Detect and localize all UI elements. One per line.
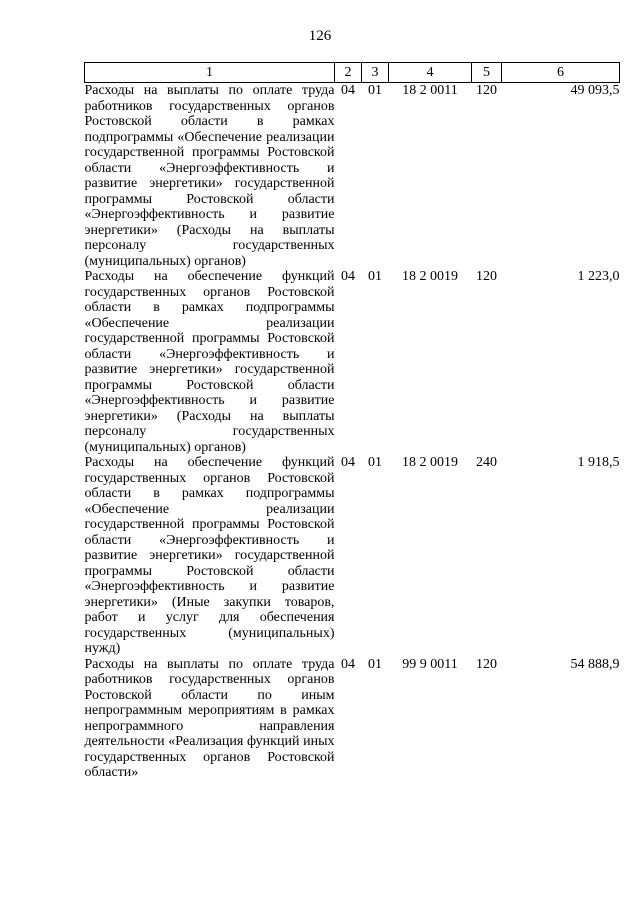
budget-table [84, 62, 620, 781]
row-target-code: 18 2 0019 [402, 269, 458, 284]
row-section-code: 04 [341, 269, 355, 284]
row-subsection-code: 01 [368, 269, 382, 284]
table-row [85, 269, 620, 455]
row-section-code: 04 [341, 83, 355, 98]
row-target-code: 18 2 0011 [402, 83, 458, 98]
table-row [85, 455, 620, 657]
row-amount: 49 093,5 [570, 83, 620, 98]
row-target-code: 18 2 0019 [402, 455, 458, 470]
row-target-code: 99 9 0011 [402, 656, 458, 672]
row-subsection-code: 01 [368, 83, 382, 98]
header-col-2: 2 [335, 63, 362, 83]
row-expense-type: 120 [476, 269, 497, 284]
row-section-code: 04 [341, 656, 355, 672]
header-col-6: 6 [502, 63, 620, 83]
row-amount: 1 223,0 [577, 269, 620, 284]
row-expense-type: 240 [476, 455, 497, 470]
row-description: Расходы на обеспечение функций государственных органов Ростовской области в рамках подпрограммы «Обеспечение реализации государственной программы Ростовской области «Энергоэффективность и развитие энергетики» государственной программы Ростовской области «Энергоэффективность и развитие энергетики» (Иные закупки товаров, работ и услуг для обеспечения государственных (муниципальных) нужд) [84, 455, 335, 656]
row-description: Расходы на выплаты по оплате труда работников государственных органов Ростовской области в рамках подпрограммы «Обеспечение реализации государственной программы Ростовской области «Энергоэффективность и развитие энергетики» государственной программы Ростовской области «Энергоэффективность и развитие энергетики» (Расходы на выплаты персоналу государственных (муниципальных) органов) [84, 83, 335, 269]
row-expense-type: 120 [476, 656, 497, 672]
header-col-5: 5 [472, 63, 502, 83]
header-row [85, 63, 620, 83]
row-amount: 1 918,5 [577, 455, 620, 470]
row-amount: 54 888,9 [570, 656, 620, 672]
row-section-code: 04 [341, 455, 355, 470]
header-col-4: 4 [389, 63, 472, 83]
row-description: Расходы на выплаты по оплате труда работников государственных органов Ростовской области по иным непрограммным мероприятиям в рамках непрограммного направления деятельности «Реализация функций иных государственных органов Ростовской области» [84, 656, 335, 780]
table-row [85, 83, 620, 270]
table-row [85, 657, 620, 781]
row-subsection-code: 01 [368, 656, 382, 672]
header-col-3: 3 [362, 63, 389, 83]
page-number: 126 [308, 28, 332, 44]
row-subsection-code: 01 [368, 455, 382, 470]
row-expense-type: 120 [476, 83, 497, 98]
header-col-1: 1 [85, 63, 335, 83]
row-description: Расходы на обеспечение функций государственных органов Ростовской области в рамках подпрограммы «Обеспечение реализации государственной программы Ростовской области «Энергоэффективность и развитие энергетики» государственной программы Ростовской области «Энергоэффективность и развитие энергетики» (Расходы на выплаты персоналу государственных (муниципальных) органов) [84, 269, 335, 455]
